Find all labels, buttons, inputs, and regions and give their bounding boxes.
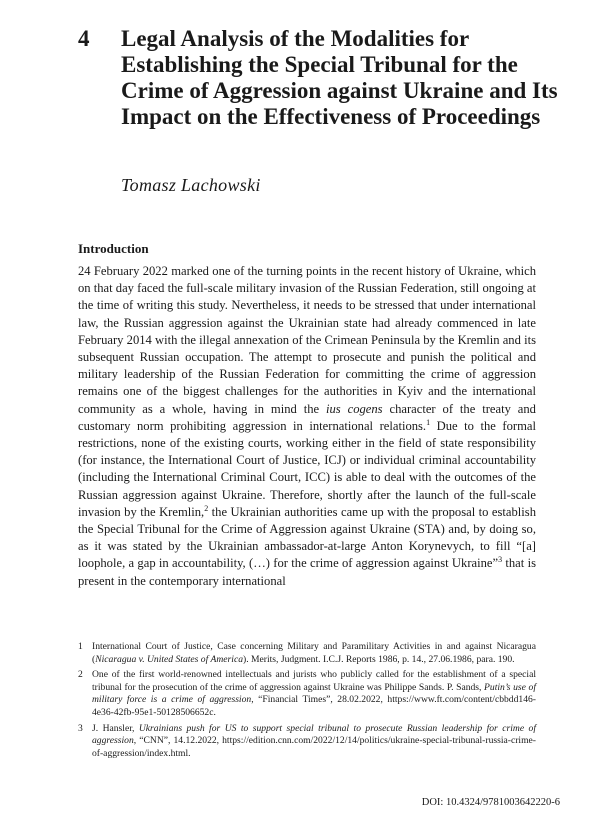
- footnote-number: 1: [78, 641, 83, 652]
- section-heading: Introduction: [78, 241, 149, 256]
- footnote-ref[interactable]: 3: [498, 555, 503, 565]
- footnote: [78, 641, 536, 666]
- footnote-text: , “CNN”, 14.12.2022, https://edition.cnn.com/2022/12/14/politics/ukraine-special-tribunal-russia-crime-of-aggression/index.html.: [92, 735, 536, 759]
- footnote-text: International Court of Justice, Case concerning Military and Paramilitary Activities in and against Nicaragua (: [92, 641, 536, 665]
- footnote-text: , “Financial Times”, 28.02.2022, https://www.ft.com/content/cbbdd146-4e36-42fb-95e1-50128506652c.: [92, 694, 536, 718]
- footnotes: [78, 641, 536, 763]
- footnote: [78, 669, 536, 719]
- footnote-number: 3: [78, 722, 83, 734]
- body-text-part: Due to the formal restrictions, none of the existing courts, working either in the field of state responsibility (for instance, the International Court of Justice, ICJ) or individual criminal accountability (including the International Criminal Court, ICC) is able to deal with the outcomes of the Russian aggression against Ukraine. Therefore, shortly after the launch of the full-scale invasion by the Kremlin,: [78, 418, 536, 519]
- body-text-part: 24 February 2022 marked one of the turning points in the recent history of Ukraine, which on that day faced the full-scale military invasion of the Russian Federation, still ongoing at the time of writing this study. Nevertheless, it needs to be stressed that under international law, the Russian aggression against the Ukrainian state had already commenced in late February 2014 with the illegal annexation of the Crimean Peninsula by the Kremlin and its subsequent Russian occupation. The attempt to prosecute and punish the political and military leadership of the Russian Federation for committing the crime of aggression remains one of the biggest challenges for the authorities in Kyiv and the international community as a whole, having in mind the: [78, 264, 536, 416]
- author-name: Tomasz Lachowski: [121, 175, 261, 195]
- body-text: [78, 263, 536, 590]
- chapter-number: 4: [78, 26, 90, 51]
- footnote-ref[interactable]: 2: [204, 503, 209, 513]
- body-text-part: the Ukrainian authorities came up with the proposal to establish the Special Tribunal for the Crime of Aggression against Ukraine (STA) and, by doing so, as it was stated by the Ukrainian ambassador-at-large Anton Korynevych, to fill “[a] loophole, a gap in accountability, (…) for the crime of aggression against Ukraine”: [78, 504, 537, 571]
- chapter-title: Legal Analysis of the Modalities for Establishing the Special Tribunal for the Crime of Aggression against Ukraine and Its Impact on the Effectiveness of Proceedings: [121, 26, 558, 129]
- footnote-italic: Putin’s use of military force is a crime of aggression: [92, 681, 536, 706]
- footnote-number: 2: [78, 669, 83, 681]
- body-paragraph: [78, 263, 536, 590]
- body-text-italic: ius cogens: [326, 401, 383, 416]
- footnote-text: ). Merits, Judgment. I.C.J. Reports 1986, p. 14., 27.06.1986, para. 190.: [243, 653, 515, 665]
- footnote-ref[interactable]: 1: [426, 417, 431, 427]
- footnote-text: J. Hansler,: [92, 722, 139, 734]
- body-text-part: character of the treaty and customary norm prohibiting aggression in international relations.: [78, 401, 536, 433]
- body-text-part: that is present in the contemporary international: [78, 556, 536, 588]
- footnote-italic: Ukrainians push for US to support special tribunal to prosecute Russian leadership for crime of aggression: [92, 722, 536, 747]
- footnote: [78, 723, 536, 761]
- footnote-italic: Nicaragua v. United States of America: [95, 653, 243, 665]
- doi-text[interactable]: DOI: 10.4324/9781003642220-6: [421, 797, 560, 808]
- footnote-text: One of the first world-renowned intellectuals and jurists who publicly called for the establishment of a special tribunal for the prosecution of the crime of aggression against Ukraine was Philippe Sands. P. Sands,: [92, 669, 536, 693]
